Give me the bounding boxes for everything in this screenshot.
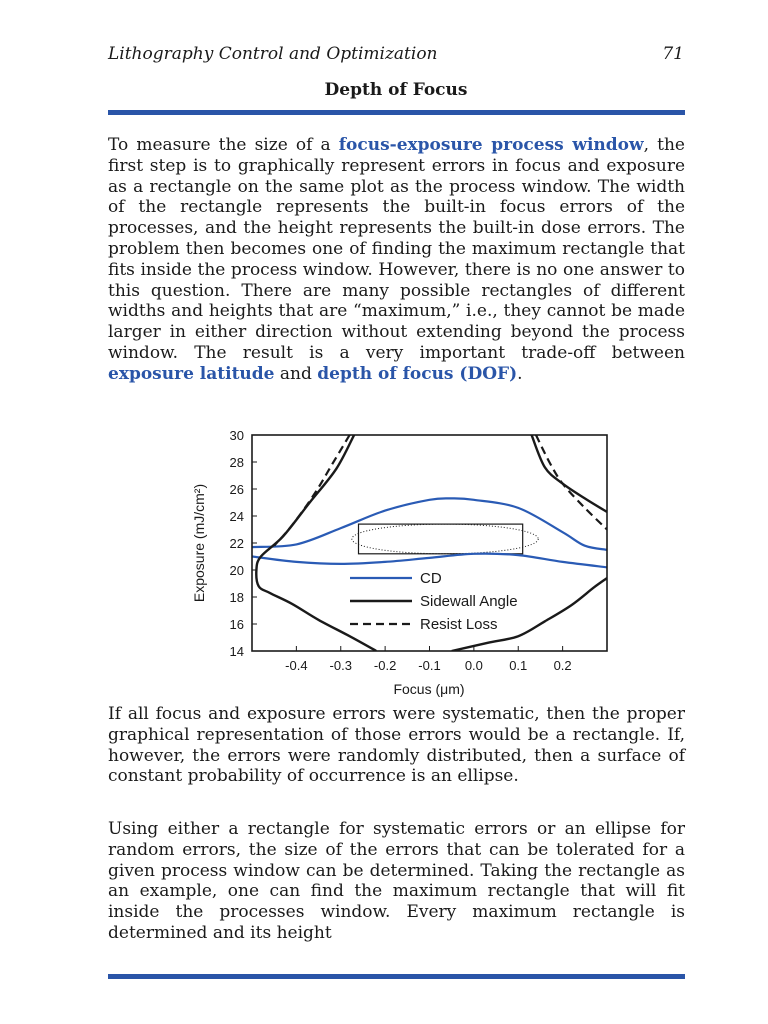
error-ellipse [352, 524, 538, 554]
series-sidewall-angle-curve-2 [532, 435, 607, 512]
y-tick-label: 20 [229, 563, 244, 578]
y-tick-label: 18 [229, 590, 244, 605]
paragraph-text: , the first step is to graphically represent errors in focus and exposure as a rectangle on the same plot as the process window. The width of the rectangle represents the built-in focus errors of the processes, and the height represents the built-in dose errors. The problem then becomes one of finding the maximum rectangle that fits inside the process window. However, there is no one answer to this question. There are many possible rectangles of different widths and heights that are “maximum,” i.e., they cannot be made larger in either direction without extending beyond the process window. The result is a very important trade-off between [108, 135, 685, 363]
x-tick-label: 0.1 [509, 658, 528, 673]
y-axis-label: Exposure (mJ/cm²) [191, 483, 207, 603]
y-tick-label: 28 [229, 455, 244, 470]
x-tick-label: 0.2 [553, 658, 572, 673]
paragraph-text: and [274, 363, 318, 384]
top-rule [108, 110, 685, 115]
error-rectangle [359, 524, 523, 554]
legend-label-cd: CD [420, 570, 442, 587]
process-window-figure [180, 420, 620, 705]
series-sidewall-angle-curve-3 [452, 578, 607, 651]
y-tick-label: 14 [229, 644, 244, 659]
y-tick-label: 16 [229, 617, 244, 632]
paragraph-errors: If all focus and exposure errors were systematic, then the proper graphical representation of those errors would be a rectangle. If, however, the errors were randomly distributed, then a surface of constant probability of occurrence is an ellipse. [108, 704, 685, 787]
y-tick-label: 26 [229, 482, 244, 497]
keyword-process-window: focus-exposure process window [338, 135, 644, 155]
x-tick-label: -0.4 [285, 658, 308, 673]
paragraph-text: To measure the size of a [108, 135, 339, 155]
bottom-rule [108, 974, 685, 979]
series-resist-loss-curve-2 [536, 435, 607, 530]
legend-label-resist-loss: Resist Loss [420, 616, 498, 633]
keyword-dof: depth of focus (DOF) [317, 363, 518, 384]
section-title: Depth of Focus [324, 80, 468, 100]
x-axis-label: Focus (μm) [393, 681, 465, 697]
page-number: 71 [662, 44, 684, 64]
y-tick-label: 30 [229, 428, 244, 443]
x-tick-label: -0.1 [418, 658, 441, 673]
legend-label-sidewall-angle: Sidewall Angle [420, 593, 518, 610]
y-tick-label: 24 [229, 509, 244, 524]
y-tick-label: 22 [229, 536, 244, 551]
paragraph-intro [108, 135, 685, 385]
process-window-chart [180, 420, 620, 705]
paragraph-rectangle: Using either a rectangle for systematic errors or an ellipse for random errors, the size of the errors that can be tolerated for a given process window can be determined. Taking the rectangle as an example, one can find the maximum rectangle that will fit inside the processes window. Every maximum rectangle is determined and its height [108, 819, 685, 943]
running-header [108, 40, 684, 70]
running-title: Lithography Control and Optimization [108, 44, 438, 64]
series-cd-curve-2 [252, 554, 607, 568]
x-tick-label: 0.0 [464, 658, 483, 673]
x-tick-label: -0.2 [373, 658, 397, 673]
x-tick-label: -0.3 [329, 658, 352, 673]
keyword-exposure-latitude: exposure latitude [108, 363, 275, 384]
paragraph-text: . [517, 363, 523, 384]
